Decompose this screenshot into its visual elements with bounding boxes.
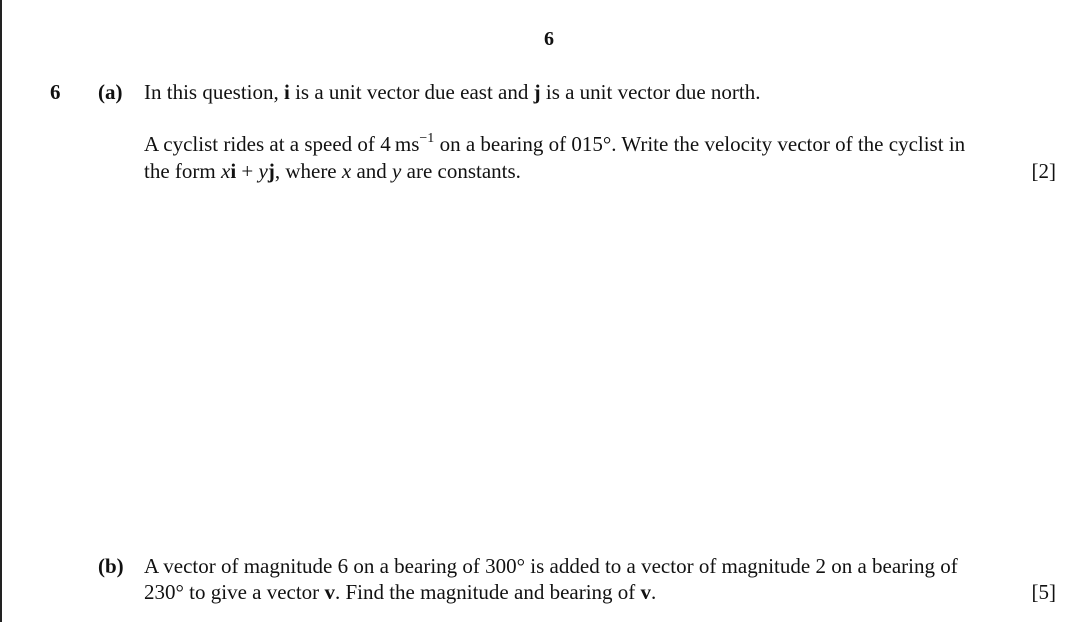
question-number: 6 <box>50 80 61 104</box>
vector-v-2: v <box>640 580 652 604</box>
part-b-line2-text-3: . <box>651 580 657 604</box>
speed-unit-exponent: −1 <box>419 131 435 146</box>
part-a-line2-text-2: on a bearing of 015°. Write the velocity vector of the cyclist in <box>434 132 966 156</box>
var-y-2: y <box>392 159 402 183</box>
part-a-line3-text-1: the form <box>144 159 221 183</box>
unit-vector-i: i <box>284 80 290 104</box>
page-left-edge <box>0 0 2 622</box>
part-a-intro-text-1: In this question, <box>144 80 284 104</box>
part-a-line3-text-3: are constants. <box>401 159 521 183</box>
var-y: y <box>258 159 268 183</box>
var-x-2: x <box>341 159 352 183</box>
page-number: 6 <box>544 28 554 50</box>
part-b-line2-text-1: 230° to give a vector <box>144 580 325 604</box>
vector-v: v <box>324 580 335 604</box>
var-x: x <box>220 159 231 183</box>
vector-j: j <box>267 159 275 183</box>
part-b-label: (b) <box>98 554 124 578</box>
part-a-marks: [2] <box>1031 159 1056 183</box>
part-b-question-line-2 <box>144 580 656 605</box>
part-b-line2-text-2: . Find the magnitude and bearing of <box>334 580 641 604</box>
part-a-line3-text-2: , where <box>274 159 342 183</box>
plus-sign: + <box>236 159 259 183</box>
part-a-label: (a) <box>98 80 123 104</box>
part-a-intro-text-3: is a unit vector due north. <box>540 80 761 104</box>
part-b-marks: [5] <box>1031 580 1056 604</box>
part-a-intro-line <box>144 80 760 105</box>
unit-vector-j: j <box>533 80 541 104</box>
speed-value: 4 ms <box>380 132 420 156</box>
part-a-question-line-2 <box>144 159 521 184</box>
part-a-question-line-1 <box>144 132 965 157</box>
part-a-line3-and: and <box>351 159 393 183</box>
part-b-question-line-1: A vector of magnitude 6 on a bearing of 300° is added to a vector of magnitude 2 on a bearing of <box>144 554 958 578</box>
part-a-intro-text-2: is a unit vector due east and <box>289 80 534 104</box>
part-a-line2-text-1: A cyclist rides at a speed of <box>144 132 381 156</box>
vector-i: i <box>230 159 237 183</box>
